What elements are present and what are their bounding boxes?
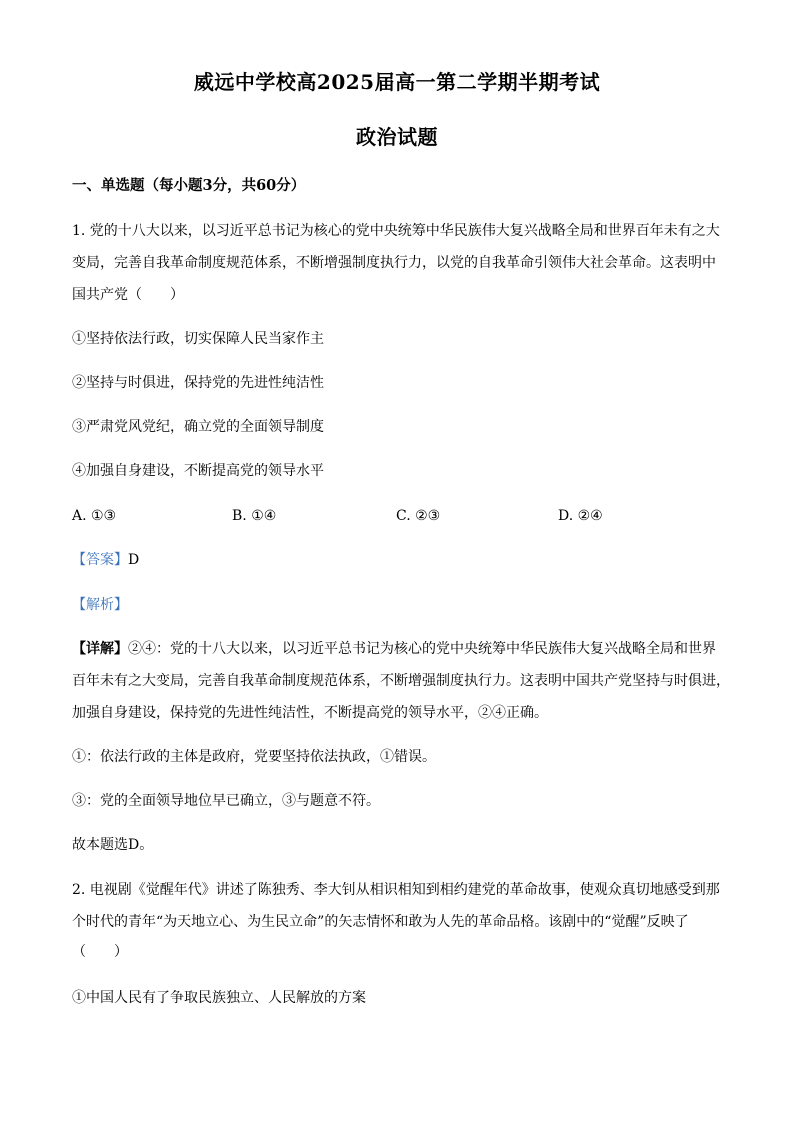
answer-tag: 【答案】 [72, 552, 128, 568]
q1-statement: ②坚持与时俱进，保持党的先进性纯洁性 [72, 375, 324, 391]
answer-value: D [128, 552, 140, 568]
q1-note: ①：依法行政的主体是政府，党要坚持依法执政，①错误。 [72, 749, 436, 765]
q1-statement: ④加强自身建设，不断提高党的领导水平 [72, 463, 324, 479]
q1-detail-line: 百年未有之大变局，完善自我革命制度规范体系，不断增强制度执行力。这表明中国共产党坚持与时俱进， [72, 673, 730, 689]
q2-stem-line: 个时代的青年“为天地立心、为生民立命”的矢志情怀和敢为人先的革命品格。该剧中的“觉醒”反映了 [72, 914, 689, 930]
q1-detail-line: 加强自身建设，保持党的先进性纯洁性，不断提高党的领导水平，②④正确。 [72, 705, 548, 721]
q2-statement: ①中国人民有了争取民族独立、人民解放的方案 [72, 990, 366, 1006]
q1-answer [72, 551, 722, 569]
q1-option-b: B. ①④ [232, 508, 277, 524]
q1-option-c: C. ②③ [396, 508, 441, 524]
q1-option-a: A. ①③ [72, 508, 117, 524]
section-heading: 一、单选题（每小题3分，共60分） [72, 177, 306, 194]
exam-title: 威远中学校高2025届高一第二学期半期考试 [193, 70, 601, 94]
q1-statement: ③严肃党风党纪，确立党的全面领导制度 [72, 419, 324, 435]
q1-statement: ①坚持依法行政，切实保障人民当家作主 [72, 331, 324, 347]
q1-conclusion: 故本题选D。 [72, 837, 154, 853]
q1-detail-line [72, 640, 722, 658]
q2-stem-line: 2. 电视剧《觉醒年代》讲述了陈独秀、李大钊从相识相知到相约建党的革命故事，使观众真切地感受到那 [72, 882, 720, 898]
q1-analysis [72, 596, 722, 614]
detail-text: ②④：党的十八大以来，以习近平总书记为核心的党中央统筹中华民族伟大复兴战略全局和世界 [128, 641, 716, 657]
q1-stem-line: 国共产党（ ） [72, 287, 184, 303]
subject-title: 政治试题 [356, 125, 438, 149]
analysis-tag: 【解析】 [72, 597, 128, 613]
q1-stem-line: 变局，完善自我革命制度规范体系，不断增强制度执行力，以党的自我革命引领伟大社会革命。这表明中 [72, 255, 716, 271]
q1-stem-line: 1. 党的十八大以来，以习近平总书记为核心的党中央统筹中华民族伟大复兴战略全局和世界百年未有之大 [72, 223, 720, 239]
q1-note: ③：党的全面领导地位早已确立，③与题意不符。 [72, 793, 380, 809]
detail-tag: 【详解】 [72, 641, 128, 657]
q2-stem-line: （ ） [72, 944, 128, 960]
q1-option-d: D. ②④ [558, 508, 603, 524]
